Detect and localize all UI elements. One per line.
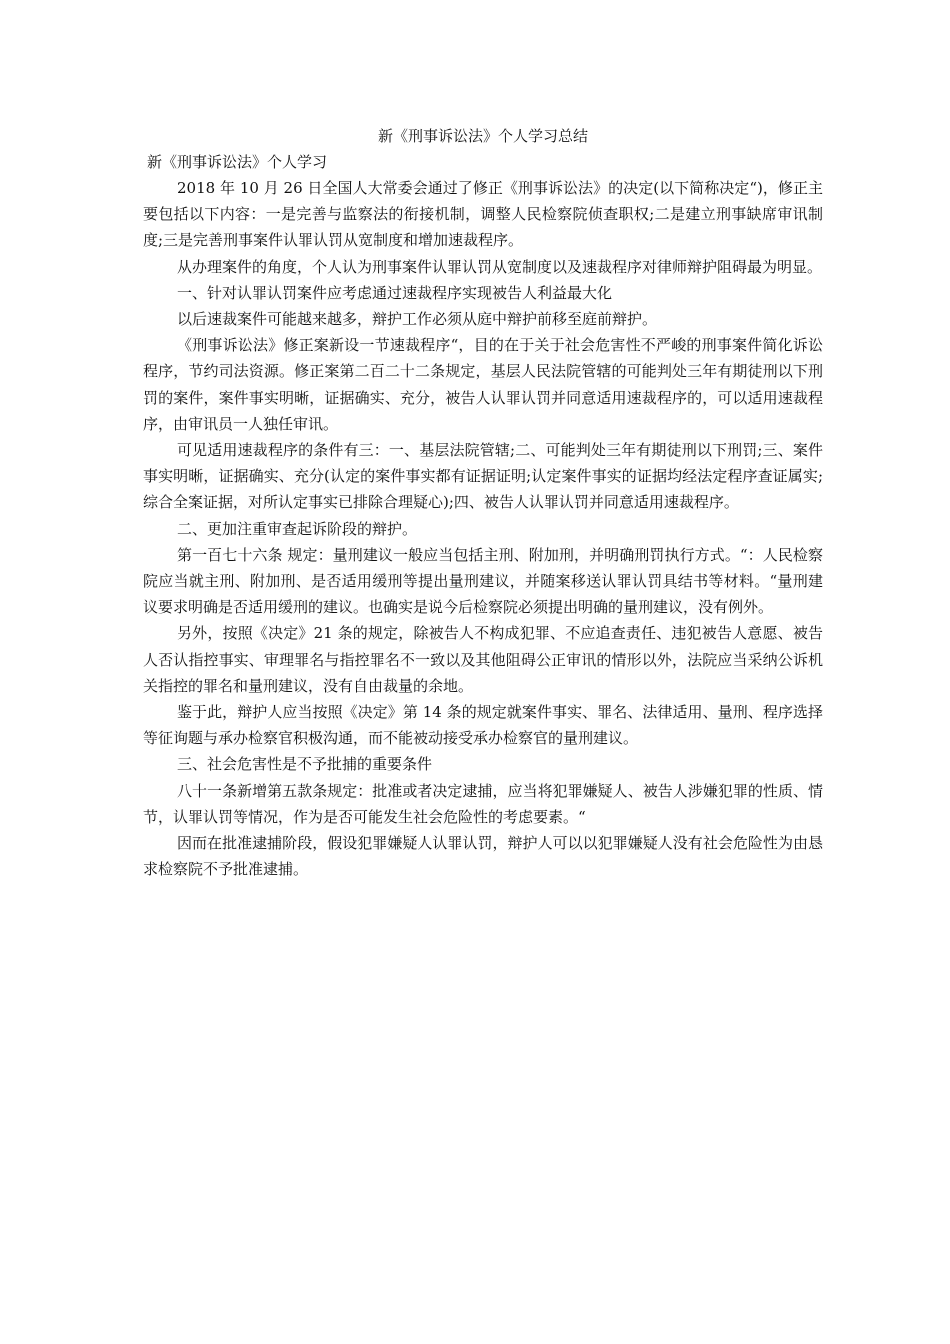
document-body xyxy=(143,124,823,882)
section-heading-2: 二、更加注重审查起诉阶段的辩护。 xyxy=(177,519,418,538)
document-subtitle: 新《刑事诉讼法》个人学习 xyxy=(147,153,328,171)
paragraph-4: 《刑事诉讼法》修正案新设一节速裁程序“，目的在于关于社会危害性不严峻的刑事案件简化诉讼程序，节约司法资源。修正案第二百二十二条规定，基层人民法院管辖的可能判处三年有期徒刑以下刑罚的案件，案件事实明晰，证据确实、充分，被告人认罪认罚并同意适用速裁程序的，可以适用速裁程序，由审讯员一人独任审讯。 xyxy=(143,336,823,433)
paragraph-5: 可见适用速裁程序的条件有三：一、基层法院管辖;二、可能判处三年有期徒刑以下刑罚;三、案件事实明晰，证据确实、充分(认定的案件事实都有证据证明;认定案件事实的证据均经法定程序查证属实;综合全案证据，对所认定事实已排除合理疑心);四、被告人认罪认罚并同意适用速裁程序。 xyxy=(143,441,823,512)
paragraph-6: 第一百七十六条 规定：量刑建议一般应当包括主刑、附加刑，并明确刑罚执行方式。“：人民检察院应当就主刑、附加刑、是否适用缓刑等提出量刑建议，并随案移送认罪认罚具结书等材料。“量刑建议要求明确是否适用缓刑的建议。也确实是说今后检察院必须提出明确的量刑建议，没有例外。 xyxy=(143,545,823,617)
paragraph-2: 从办理案件的角度，个人认为刑事案件认罪认罚从宽制度以及速裁程序对律师辩护阻碍最为明显。 xyxy=(177,257,823,276)
document-title: 新《刑事诉讼法》个人学习总结 xyxy=(377,127,588,145)
section-heading-3: 三、社会危害性是不予批捕的重要条件 xyxy=(177,755,433,774)
paragraph-8: 鉴于此，辩护人应当按照《决定》第 14 条的规定就案件事实、罪名、法律适用、量刑、程序选择等征询题与承办检察官积极沟通，而不能被动接受承办检察官的量刑建议。 xyxy=(143,703,823,748)
paragraph-7: 另外，按照《决定》21 条的规定，除被告人不构成犯罪、不应追查责任、违犯被告人意愿、被告人否认指控事实、审理罪名与指控罪名不一致以及其他阻碍公正审讯的情形以外，法院应当采纳公诉机关指控的罪名和量刑建议，没有自由裁量的余地。 xyxy=(143,624,823,695)
paragraph-1: 2018 年 10 月 26 日全国人大常委会通过了修正《刑事诉讼法》的决定(以下简称决定“)，修正主要包括以下内容：一是完善与监察法的衔接机制，调整人民检察院侦查职权;二是建立刑事缺席审讯制度;三是完善刑事案件认罪认罚从宽制度和增加速裁程序。 xyxy=(143,179,823,250)
section-heading-1: 一、针对认罪认罚案件应考虑通过速裁程序实现被告人利益最大化 xyxy=(177,283,613,302)
paragraph-3: 以后速裁案件可能越来越多，辩护工作必须从庭中辩护前移至庭前辩护。 xyxy=(177,310,658,329)
paragraph-10: 因而在批准逮捕阶段，假设犯罪嫌疑人认罪认罚，辩护人可以以犯罪嫌疑人没有社会危险性为由恳求检察院不予批准逮捕。 xyxy=(143,834,823,879)
paragraph-9: 八十一条新增第五款条规定：批准或者决定逮捕，应当将犯罪嫌疑人、被告人涉嫌犯罪的性质、情节，认罪认罚等情况，作为是否可能发生社会危险性的考虑要素。“ xyxy=(143,781,823,826)
